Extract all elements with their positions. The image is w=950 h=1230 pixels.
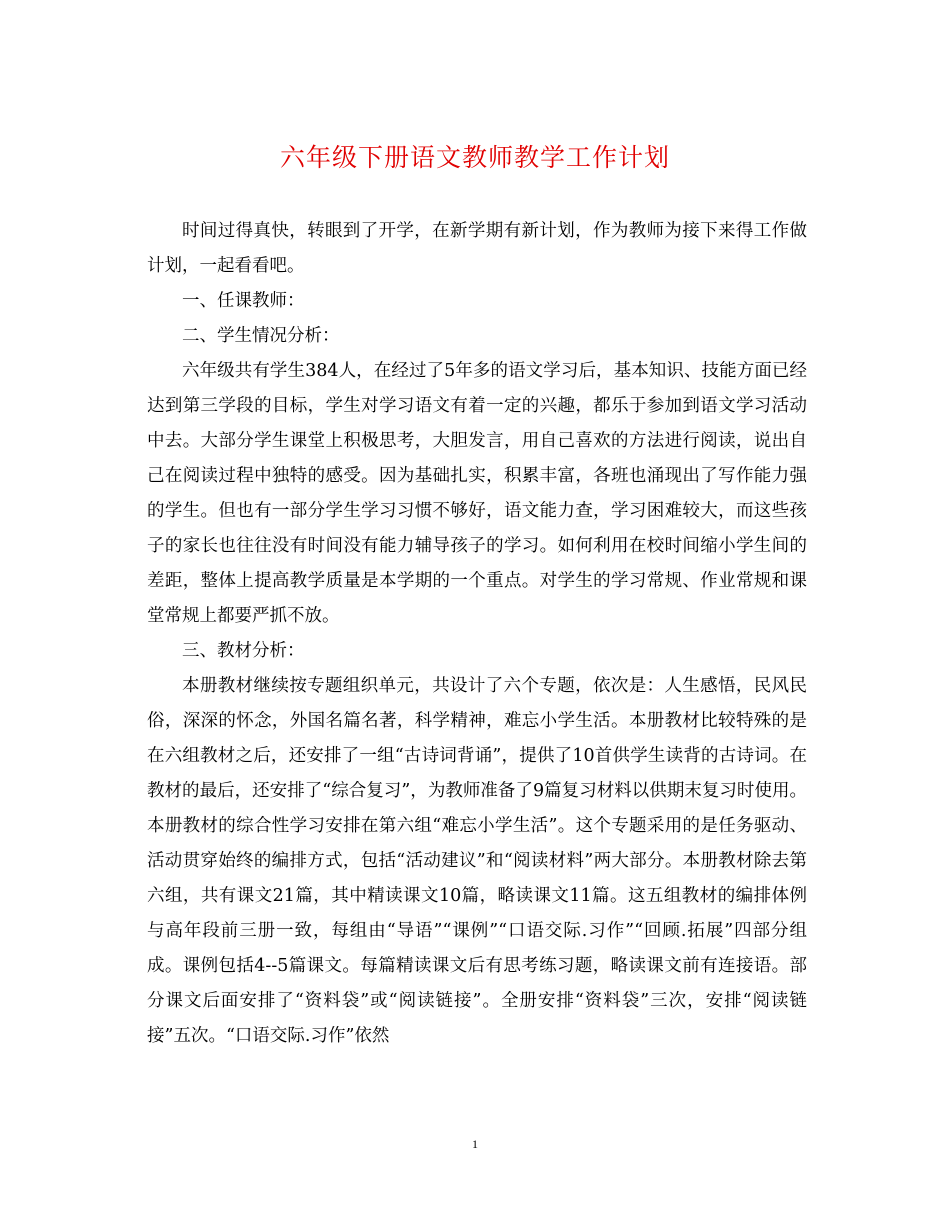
paragraph-student-analysis: 六年级共有学生384人，在经过了5年多的语文学习后，基本知识、技能方面已经达到第三学段的目标，学生对学习语文有着一定的兴趣，都乐于参加到语文学习活动中去。大部分学生课堂上积极思考，大胆发言，用自己喜欢的方法进行阅读，说出自己在阅读过程中独特的感受。因为基础扎实，积累丰富，各班也涌现出了写作能力强的学生。但也有一部分学生学习习惯不够好，语文能力查，学习困难较大，而这些孩子的家长也往往没有时间没有能力辅导孩子的学习。如何利用在校时间缩小学生间的差距，整体上提高教学质量是本学期的一个重点。对学生的学习常规、作业常规和课堂常规上都要严抓不放。 bbox=[147, 361, 807, 626]
heading-student-analysis: 二、学生情况分析： bbox=[182, 326, 340, 346]
document-body bbox=[147, 214, 807, 1054]
document-title: 六年级下册语文教师教学工作计划 bbox=[279, 143, 670, 172]
paragraph-intro: 时间过得真快，转眼到了开学，在新学期有新计划，作为教师为接下来得工作做计划，一起看看吧。 bbox=[147, 221, 807, 276]
heading-teachers: 一、任课教师： bbox=[182, 291, 305, 311]
heading-textbook-analysis: 三、教材分析： bbox=[182, 641, 305, 661]
paragraph-textbook-analysis: 本册教材继续按专题组织单元，共设计了六个专题，依次是：人生感悟，民风民俗，深深的怀念，外国名篇名著，科学精神，难忘小学生活。本册教材比较特殊的是在六组教材之后，还安排了一组“古诗词背诵”，提供了10首供学生读背的古诗词。在教材的最后，还安排了“综合复习”，为教师准备了9篇复习材料以供期末复习时使用。本册教材的综合性学习安排在第六组“难忘小学生活”。这个专题采用的是任务驱动、活动贯穿始终的编排方式，包括“活动建议”和“阅读材料”两大部分。本册教材除去第六组，共有课文21篇，其中精读课文10篇，略读课文11篇。这五组教材的编排体例与高年段前三册一致，每组由“导语”“课例”“口语交际.习作”“回顾.拓展”四部分组成。课例包括4--5篇课文。每篇精读课文后有思考练习题，略读课文前有连接语。部分课文后面安排了“资料袋”或“阅读链接”。全册安排“资料袋”三次，安排“阅读链接”五次。“口语交际.习作”依然 bbox=[147, 676, 807, 1046]
page-number: 1 bbox=[472, 1137, 478, 1151]
